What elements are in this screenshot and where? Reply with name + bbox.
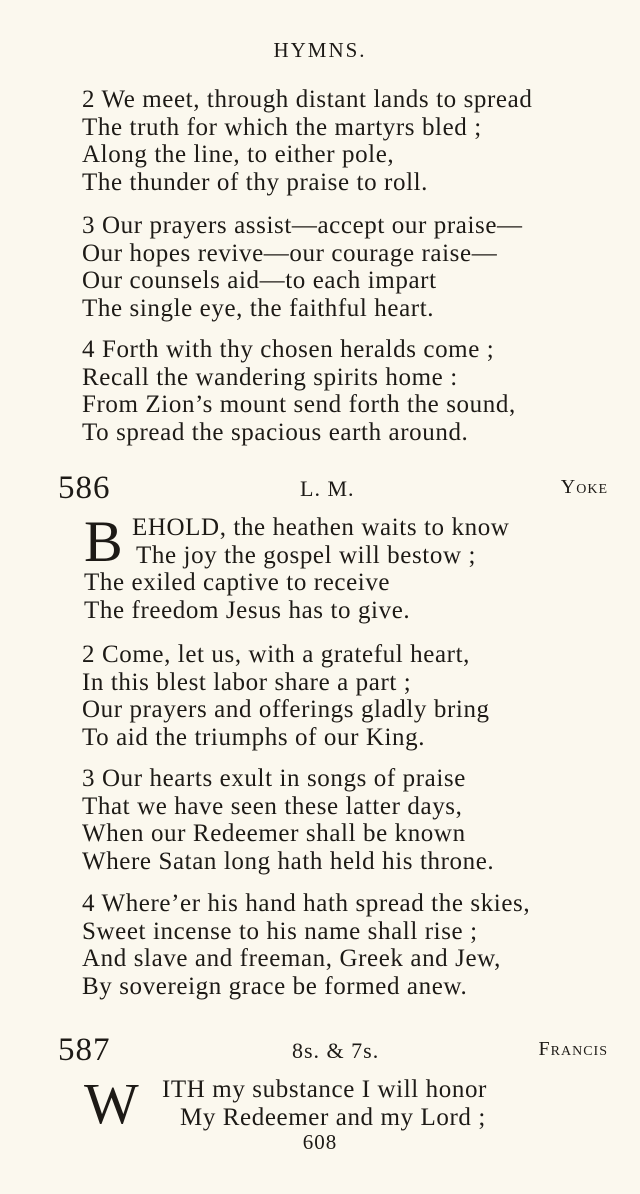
hymn-586-header: [58, 470, 608, 506]
hymn-tune: Yoke: [560, 476, 608, 498]
hymn-587-header: [58, 1032, 608, 1068]
verse-line: The single eye, the faithful heart.: [82, 294, 435, 322]
verse-line: 3 Our prayers assist—accept our praise—: [82, 212, 523, 239]
drop-cap: B: [84, 509, 124, 574]
verse-line: Our counsels aid—to each impart: [82, 267, 437, 294]
verse-line: ITH my substance I will honor: [162, 1076, 487, 1103]
verse-line: To spread the spacious earth around.: [82, 418, 469, 446]
continued-stanza-4: [82, 336, 622, 446]
verse-line: My Redeemer and my Lord ;: [180, 1103, 486, 1131]
hymn-586-stanza-2: [82, 641, 622, 751]
running-head: HYMNS.: [273, 38, 367, 62]
hymn-586-stanza-4: [82, 890, 622, 1000]
verse-line: The joy the gospel will bestow ;: [136, 541, 476, 569]
verse-line: Sweet incense to his name shall rise ;: [82, 917, 478, 945]
drop-cap: W: [84, 1071, 140, 1136]
hymn-tune: Francis: [538, 1038, 608, 1060]
verse-line: 3 Our hearts exult in songs of praise: [82, 765, 466, 792]
verse-line: The truth for which the martyrs bled ;: [82, 113, 482, 141]
verse-line: 2 We meet, through distant lands to spread: [82, 86, 533, 113]
verse-line: The exiled captive to receive: [84, 569, 391, 596]
verse-line: Along the line, to either pole,: [82, 141, 395, 168]
verse-line: From Zion’s mount send forth the sound,: [82, 391, 516, 418]
page-number: 608: [302, 1130, 338, 1154]
verse-line: 2 Come, let us, with a grateful heart,: [82, 641, 470, 668]
hymn-meter: L. M.: [300, 476, 355, 501]
hymn-586-first-stanza: [84, 509, 624, 624]
verse-line: 4 Forth with thy chosen heralds come ;: [82, 336, 495, 363]
verse-line: By sovereign grace be formed anew.: [82, 972, 468, 1000]
continued-stanza-3: [82, 212, 622, 322]
verse-line: The freedom Jesus has to give.: [84, 596, 411, 624]
verse-line: EHOLD, the heathen waits to know: [132, 514, 510, 541]
verse-line: Our prayers and offerings gladly bring: [82, 696, 490, 723]
hymn-587-first-stanza: [84, 1071, 624, 1136]
verse-line: That we have seen these latter days,: [82, 792, 463, 820]
verse-line: 4 Where’er his hand hath spread the skies,: [82, 890, 531, 917]
verse-line: Where Satan long hath held his throne.: [82, 847, 495, 875]
continued-stanza-2: [82, 86, 622, 196]
hymn-meter: 8s. & 7s.: [292, 1038, 380, 1063]
verse-line: And slave and freeman, Greek and Jew,: [82, 945, 502, 972]
hymn-586-stanza-3: [82, 765, 622, 875]
verse-line: Our hopes revive—our courage raise—: [82, 239, 498, 267]
verse-line: To aid the triumphs of our King.: [82, 723, 426, 751]
hymn-number: 587: [58, 1032, 111, 1068]
verse-line: The thunder of thy praise to roll.: [82, 168, 429, 196]
verse-line: In this blest labor share a part ;: [82, 668, 412, 696]
verse-line: When our Redeemer shall be known: [82, 820, 466, 847]
verse-line: Recall the wandering spirits home :: [82, 363, 458, 391]
hymn-number: 586: [58, 470, 111, 506]
